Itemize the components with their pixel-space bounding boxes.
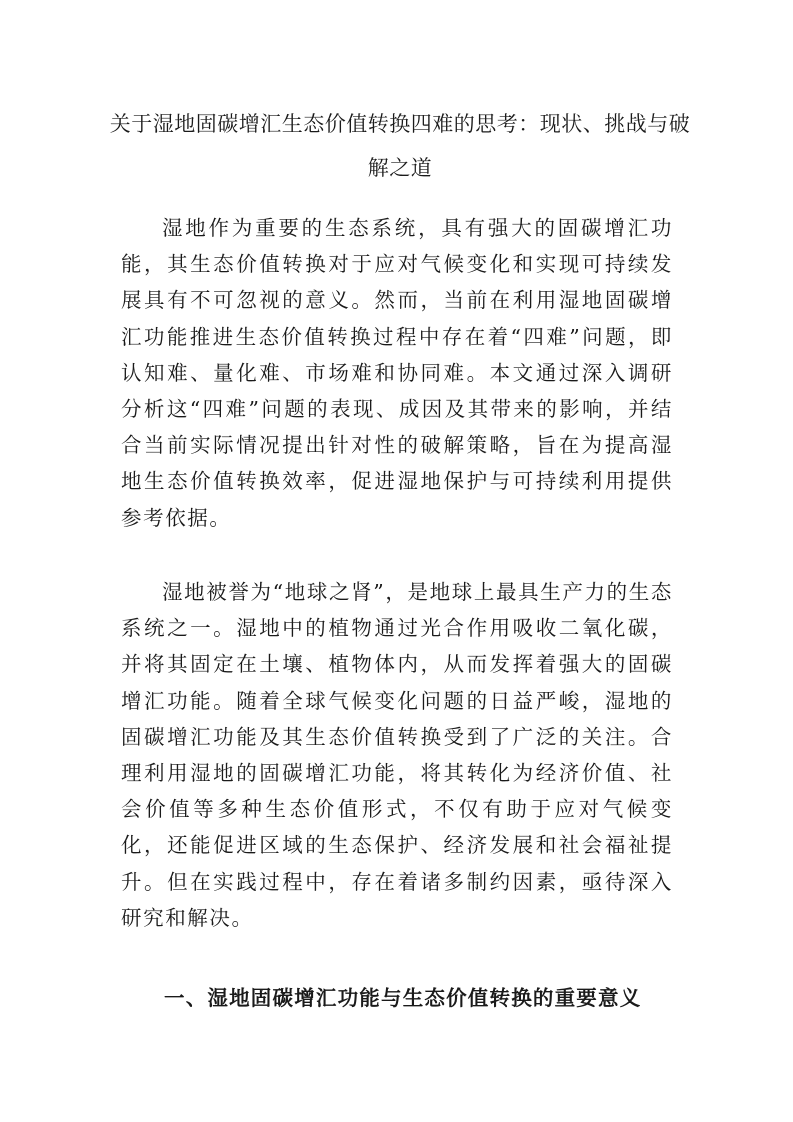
intro-paragraph: 湿地被誉为“地球之肾”，是地球上最具生产力的生态系统之一。湿地中的植物通过光合作用吸收二氧化碳，并将其固定在土壤、植物体内，从而发挥着强大的固碳增汇功能。随着全球气候变化问题的日益严峻，湿地的固碳增汇功能及其生态价值转换受到了广泛的关注。合理利用湿地的固碳增汇功能，将其转化为经济价值、社会价值等多种生态价值形式，不仅有助于应对气候变化，还能促进区域的生态保护、经济发展和社会福祉提升。但在实践过程中，存在着诸多制约因素，亟待深入研究和解决。 [121,580,673,930]
section-heading: 一、湿地固碳增汇功能与生态价值转换的重要意义 [164,986,642,1010]
abstract-paragraph: 湿地作为重要的生态系统，具有强大的固碳增汇功能，其生态价值转换对于应对气候变化和实现可持续发展具有不可忽视的意义。然而，当前在利用湿地固碳增汇功能推进生态价值转换过程中存在着“四难”问题，即认知难、量化难、市场难和协同难。本文通过深入调研分析这“四难”问题的表现、成因及其带来的影响，并结合当前实际情况提出针对性的破解策略，旨在为提高湿地生态价值转换效率，促进湿地保护与可持续利用提供参考依据。 [121,216,673,530]
document-title: 关于湿地固碳增汇生态价值转换四难的思考：现状、挑战与破解之道 [109,112,691,180]
